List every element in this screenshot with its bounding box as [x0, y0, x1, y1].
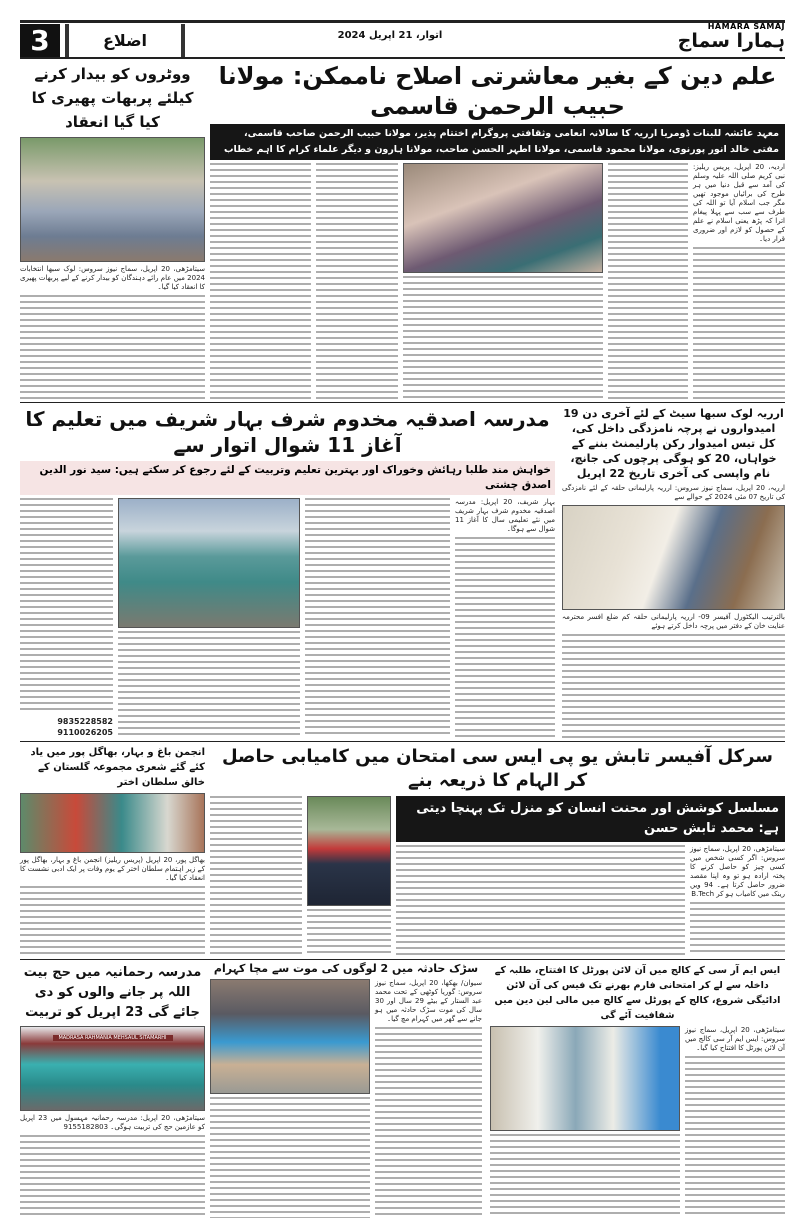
araria-nomination-photo	[562, 505, 785, 610]
madrasa-headline: مدرسہ اصدقیہ مخدوم شرف بہار شریف میں تعلیم کا آغاز 11 شوال اتوار سے	[25, 407, 550, 457]
article-text-column	[20, 295, 205, 399]
layout-column	[316, 163, 398, 399]
article-text-column	[20, 498, 113, 713]
article-text-column	[396, 845, 685, 956]
gate-sign: MADRASA RAHMANIA MEHSAUL SITAMARHI	[53, 1035, 173, 1041]
main-article	[210, 61, 785, 399]
article-text-column	[690, 902, 785, 956]
main-headline: علم دین کے بغیر معاشرتی اصلاح ناممکن: مولانا حبیب الرحمن قاسمی	[218, 62, 777, 120]
anjuman-headline: انجمن باغ و بہار، بھاگل پور میں یاد کئے گئے شعری مجموعہ گلستان کے خالق سلطان اختر	[30, 747, 205, 788]
header-bottom-rule	[20, 57, 785, 59]
article-text-column	[20, 886, 205, 956]
madrasa-article	[20, 406, 555, 738]
article-text-column	[305, 498, 450, 738]
logo-urdu: ہمارا سماج	[677, 30, 785, 52]
anjuman-lead: بھاگل پور، 20 اپریل (پریس ریلیز) انجمن باغ و بہار، بھاگل پور کے زیر اہتمام سلطان اختر کے یوم وفات پر ایک ادبی نشست کا انعقاد کیا گیا۔	[20, 856, 205, 882]
layout-column	[396, 845, 685, 956]
voters-rally-photo	[20, 137, 205, 262]
section-name: اضلاع	[65, 24, 185, 57]
voters-headline: ووٹروں کو بیدار کرنے کیلئے پربھات پھیری کا کیا گیا انعقاد	[31, 65, 194, 131]
hajj-article	[20, 963, 205, 1218]
article-text-column	[375, 1027, 482, 1218]
layout-column	[305, 498, 450, 738]
layout-column	[307, 796, 391, 956]
officer-portrait-photo	[307, 796, 391, 906]
article-text-column	[118, 631, 300, 738]
layout-column	[210, 796, 302, 956]
layout-column	[375, 979, 482, 1218]
madrasa-phones: 9835228582 9110026205	[20, 716, 113, 738]
article-text-column	[210, 796, 302, 956]
araria-article	[562, 406, 785, 738]
smrc-lead: سیتامڑھی، 20 اپریل، سماج نیوز سروس: ایس ایم آر سی کالج میں آن لائن پورٹل کا افتتاح کیا گیا۔	[685, 1026, 785, 1052]
madrasa-body	[20, 498, 555, 738]
officer-lead: سیتامڑھی، 20 اپریل، سماج نیوز سروس: اگر کسی شخص میں کسی چیز کو حاصل کرنے کا پختہ ارادہ ہو تو وہ اپنا مقصد ضرور حاصل کرتا ہے۔ 94 ویں رینک میں کامیاب ہو کر B.Tech	[690, 845, 785, 898]
voters-lead: سیتامڑھی، 20 اپریل، سماج نیوز سروس: لوک سبھا انتخابات 2024 میں عام رائے دہندگان کو بیدار کرنے کے لیے پربھات پھیری کا انعقاد کیا گیا۔	[20, 265, 205, 291]
accident-headline: سڑک حادثہ میں 2 لوگوں کی موت سے مچا کہرام	[213, 962, 479, 975]
divider	[20, 741, 785, 742]
layout-column	[490, 1026, 785, 1218]
officer-subhead: مسلسل کوشش اور محنت انسان کو منزل تک پہنچا دیتی ہے: محمد تابش حسن	[396, 796, 785, 842]
madrasa-rahmania-gate-photo	[20, 1026, 205, 1111]
officer-article	[210, 745, 785, 956]
article-text-column	[210, 1097, 370, 1218]
main-lead: اردیہ، 20 اپریل، پریس ریلیز: نبی کریم صلی اللہ علیہ وسلم کی آمد سے قبل دنیا میں ہر طرح کی برائیاں موجود تھیں مگر جب اسلام آیا تو اللہ کی طرف سے سب سے پہلا پیغام اترا کہ پڑھ یعنی اسلام نے علم کے حصول کو لازم اور ضروری قرار دیا۔	[693, 163, 785, 243]
layout-column	[20, 498, 113, 738]
article-text-column	[455, 537, 555, 738]
logo-english: HAMARA SAMAJ	[707, 22, 785, 31]
layout-column	[118, 498, 300, 738]
layout-column	[690, 845, 785, 956]
accident-lead: سیوان/ بھکھا، 20 اپریل، سماج نیوز سروس: گوریا کوٹھی کے تحت محمد عبد الستار کے بیٹے 29 سال اور 30 سال کی موت سڑک حادثہ میں ہو جانے سے گھر میں کہرام مچ گیا۔	[375, 978, 483, 1023]
article-text-column	[307, 909, 391, 956]
madrasa-lead: بہار شریف، 20 اپریل: مدرسہ اصدقیہ مخدوم شرف بہار شریف میں نئے تعلیمی سال کا آغاز 11 شوال سے ہوگا۔	[455, 498, 555, 533]
article-text-column	[20, 1135, 205, 1218]
issue-date: اتوار، 21 اپریل 2024	[337, 30, 443, 41]
araria-lead: ارریہ، 20 اپریل، سماج نیوز سروس: ارریہ پارلیمانی حلقہ کے لئے نامزدگی کی تاریخ 07 مئی 2024 کے حوالے سے	[562, 484, 785, 501]
article-text-column	[316, 163, 398, 399]
article-text-column	[562, 634, 785, 738]
page-number: 3	[20, 24, 60, 57]
layout-column	[396, 796, 785, 956]
anjuman-article	[20, 745, 205, 956]
layout-column	[210, 979, 370, 1218]
araria-photo-caption: بالترتیب الیکٹورل آفیسر 09- ارریہ پارلیمانی حلقہ کم ضلع افسر محترمہ عنایت خان کے دفتر میں پرچہ داخل کرتے ہوئے	[562, 613, 785, 630]
layout-column	[693, 163, 785, 399]
layout-column	[490, 1026, 680, 1218]
layout-column	[210, 979, 482, 1218]
voters-article	[20, 62, 205, 399]
araria-headline: ارریہ لوک سبھا سیٹ کے لئے آخری دن 19 امیدواروں نے پرچہ نامزدگی داخل کی، کل تیس امیدوار رکن پارلیمنٹ بننے کے خواہاں، 20 کو ہوگی پرچوں کی جانچ، نام واپسی کی آخری تاریخ 22 اپریل	[563, 407, 784, 480]
masthead-logo	[640, 22, 785, 58]
main-subhead: معہد عائشہ للبنات ڈومریا ارریہ کا سالانہ انعامی وثقافتی پروگرام اختتام پذیر، مولانا حبیب الرحمن صاحب قاسمی، مفتی خالد انور پورنوی، مولانا محمود قاسمی، مولانا اطہر الحسن صاحب، مولانا ہارون و دیگر علماء کرام کا اہم خطاب	[210, 124, 785, 160]
layout-column	[455, 498, 555, 738]
main-article-body	[210, 163, 785, 399]
madrasa-building-photo	[118, 498, 300, 628]
accident-family-photo	[210, 979, 370, 1094]
article-text-column	[608, 163, 688, 399]
smrc-headline: ایس ایم آر سی کے کالج میں آن لائن پورٹل کا افتتاح، طلبہ کے داخلہ سے لے کر امتحانی فارم بھرنے تک فیس کی آن لائن ادائیگی شروع، کالج کے پورٹل سے کالج میں مالی لین دین میں شفافیت آئے گی	[494, 965, 781, 1021]
layout-column	[210, 163, 311, 399]
hajj-headline: مدرسہ رحمانیہ میں حج بیت اللہ پر جانے والوں کو دی جائے گی 23 اپریل کو تربیت	[23, 965, 202, 1020]
officer-headline: سرکل آفیسر تابش یو پی ایس سی امتحان میں کامیابی حاصل کر الہام کا ذریعہ بنے	[221, 746, 774, 791]
anjuman-group-photo	[20, 793, 205, 853]
layout-column	[608, 163, 688, 399]
article-text-column	[210, 163, 311, 399]
layout-column	[396, 845, 785, 956]
divider	[20, 402, 785, 403]
article-text-column	[403, 276, 603, 399]
smrc-portal-launch-photo	[490, 1026, 680, 1131]
layout-column	[210, 796, 785, 956]
hajj-lead: سیتامڑھی، 20 اپریل: مدرسہ رحمانیہ مہسول میں 23 اپریل کو عازمین حج کی تربیت ہوگی۔ 9155182803	[20, 1114, 205, 1131]
layout-column	[403, 163, 603, 399]
smrc-article	[490, 963, 785, 1218]
main-photo-students	[403, 163, 603, 273]
layout-column	[685, 1026, 785, 1218]
accident-article	[210, 963, 482, 1218]
madrasa-subhead: خواہش مند طلبا رہائش وخوراک اور بہترین تعلیم وتربیت کے لئے رجوع کر سکتے ہیں: سید نور الدین اصدق چشتی	[20, 461, 555, 495]
article-text-column	[685, 1056, 785, 1218]
divider	[20, 959, 785, 960]
article-text-column	[490, 1134, 680, 1218]
article-text-column	[693, 247, 785, 399]
